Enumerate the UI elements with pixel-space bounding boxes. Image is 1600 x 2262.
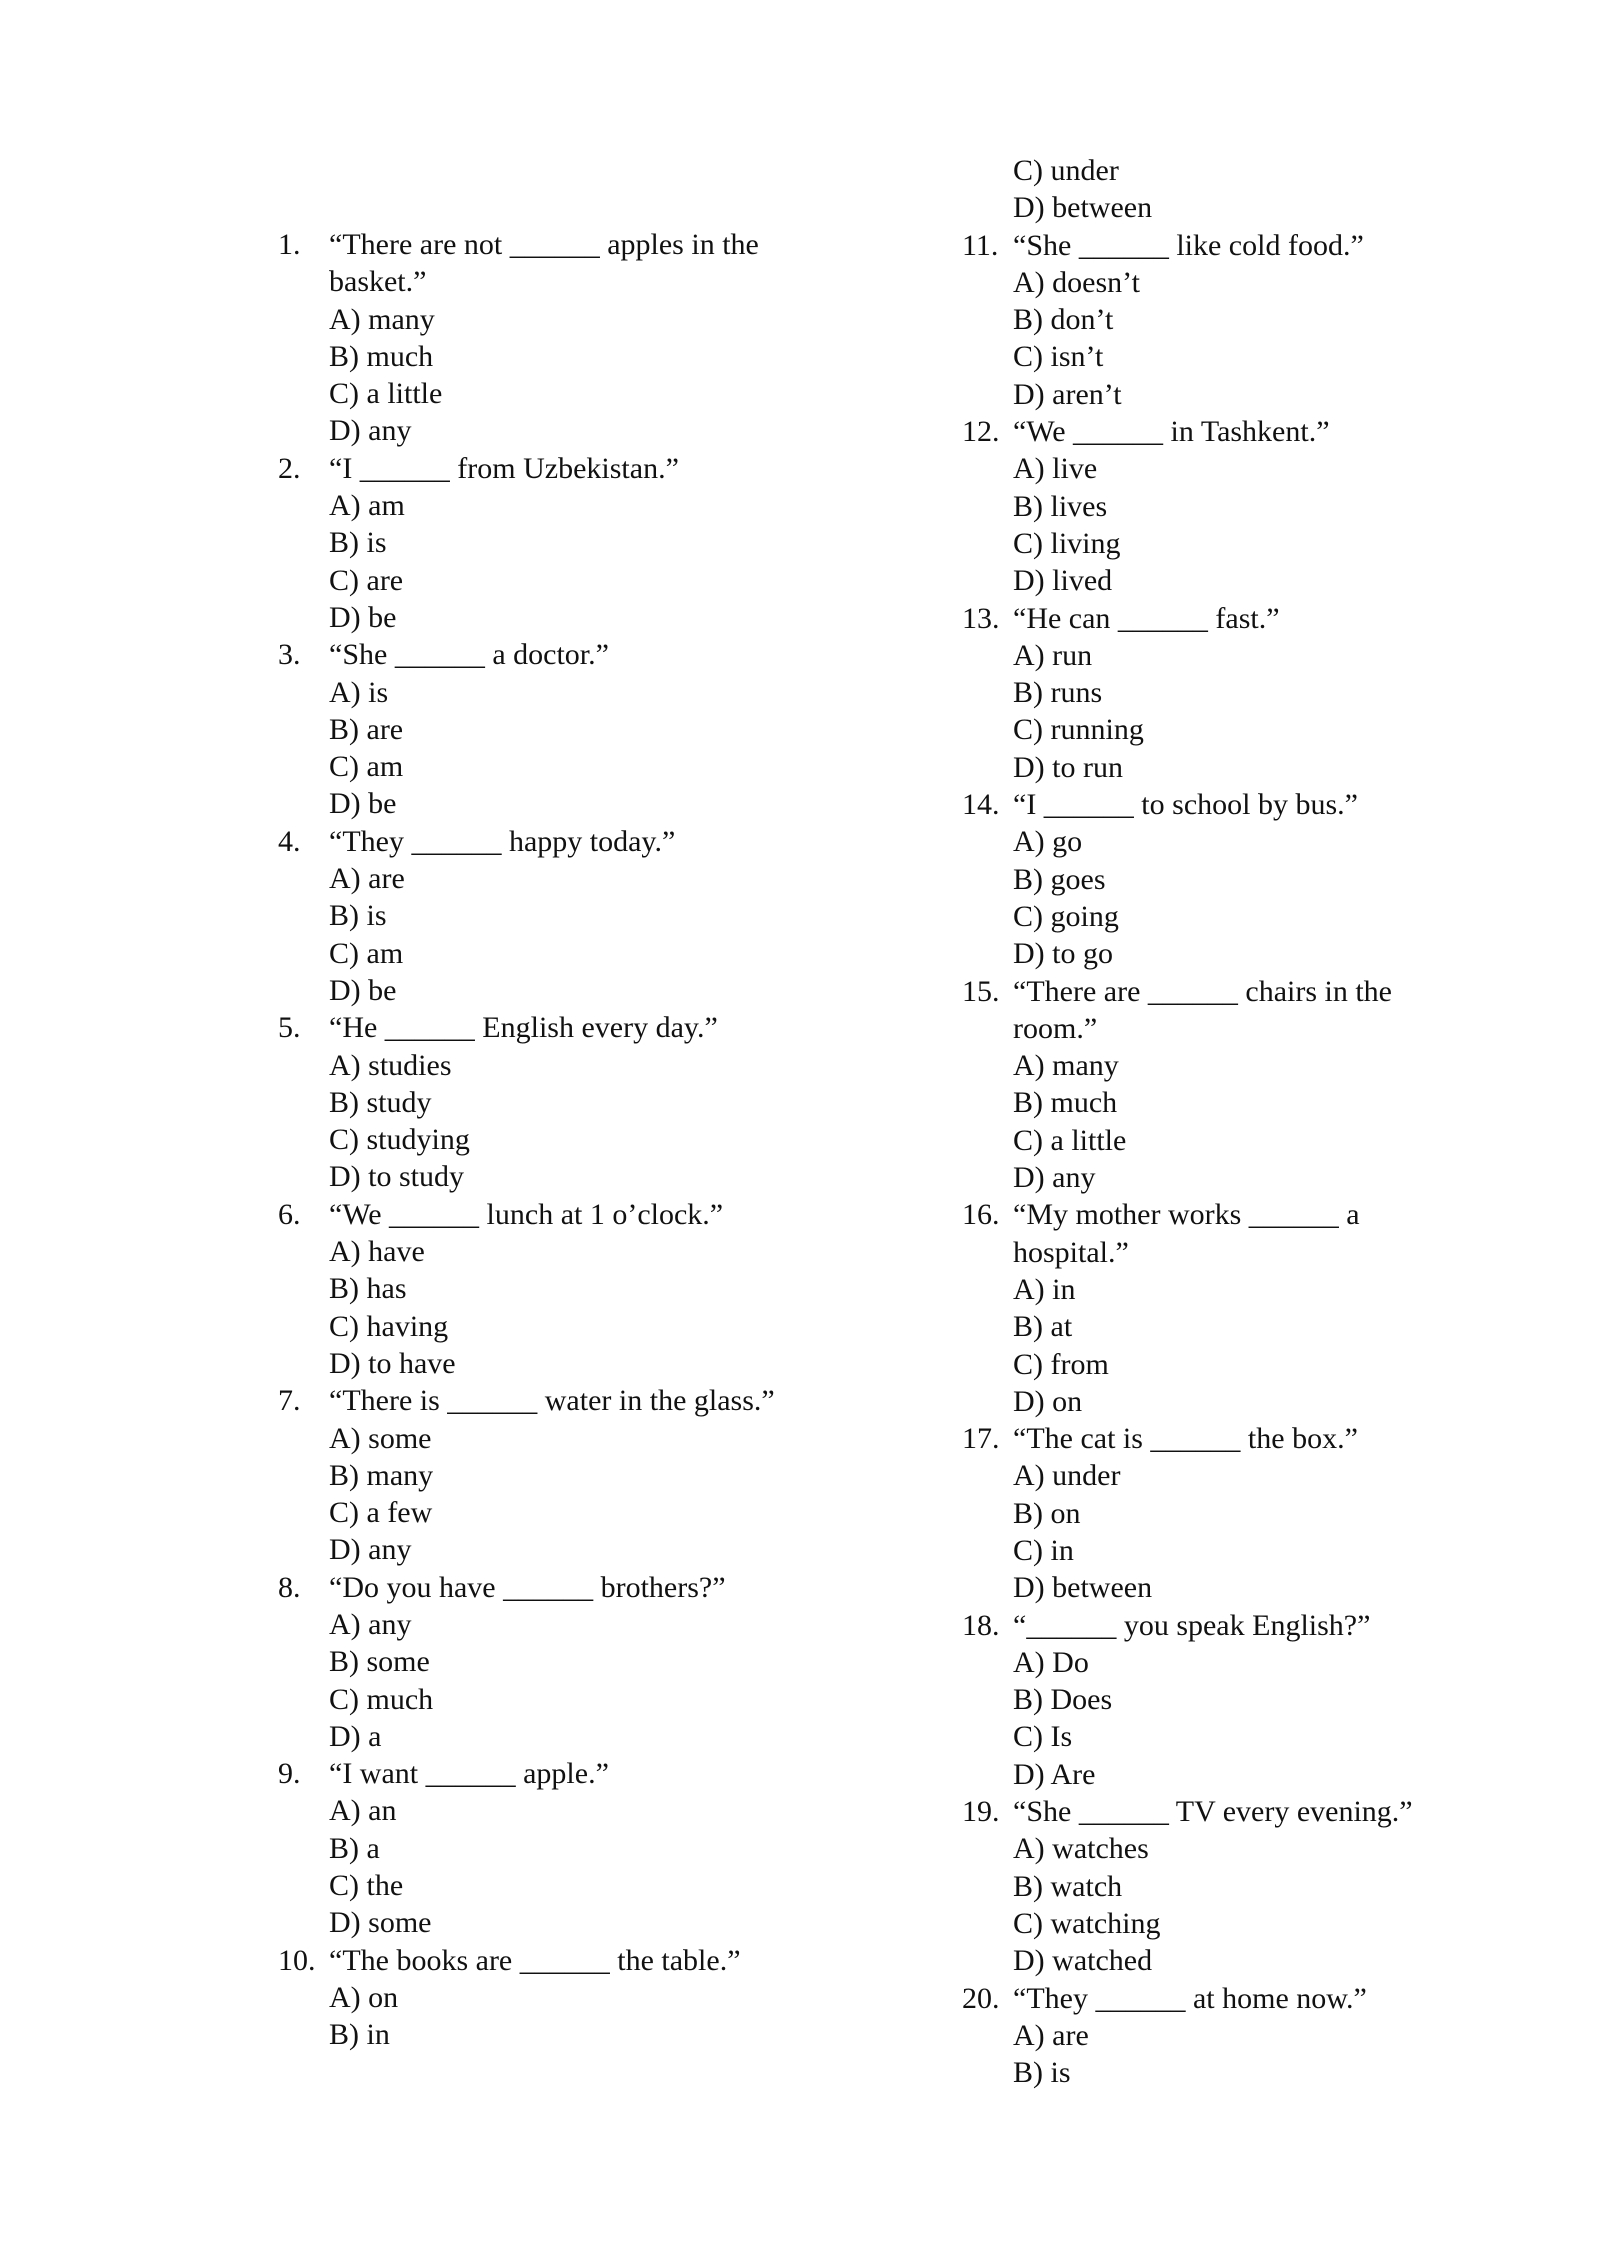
question-text: “I ______ to school by bus.” [1013, 788, 1358, 822]
answer-option: A) live [1013, 452, 1098, 486]
option-line [962, 450, 1562, 487]
option-line [278, 711, 878, 748]
answer-option: B) is [1013, 2056, 1071, 2090]
answer-option: A) any [329, 1607, 412, 1641]
answer-option: C) the [329, 1869, 404, 1903]
option-line [278, 1047, 878, 1084]
answer-option: C) running [1013, 713, 1144, 747]
answer-option: C) watching [1013, 1906, 1161, 1940]
answer-option: C) isn’t [1013, 340, 1104, 374]
option-line [278, 1681, 878, 1718]
answer-option: B) in [329, 2018, 390, 2052]
answer-option: C) under [1013, 154, 1119, 187]
answer-option: D) to run [1013, 750, 1123, 784]
answer-option: D) be [329, 600, 397, 634]
question-line [962, 600, 1562, 637]
option-line [962, 1868, 1562, 1905]
answer-option: B) watch [1013, 1869, 1123, 1903]
answer-option: D) on [1013, 1384, 1083, 1418]
option-line [962, 2017, 1562, 2054]
option-line [278, 599, 878, 636]
answer-option: D) watched [1013, 1944, 1153, 1978]
option-line [278, 935, 878, 972]
answer-option: D) to have [329, 1346, 456, 1380]
option-line [278, 487, 878, 524]
option-line [278, 338, 878, 375]
option-line [278, 1494, 878, 1531]
question-number: 6. [278, 1197, 301, 1231]
question-number: 12. [962, 415, 1000, 449]
question-line [278, 1569, 878, 1606]
option-line [278, 1420, 878, 1457]
option-line [962, 674, 1562, 711]
question-text: “The books are ______ the table.” [329, 1943, 741, 1977]
answer-option: B) goes [1013, 862, 1106, 896]
option-line [278, 2016, 878, 2053]
question-text: “The cat is ______ the box.” [1013, 1422, 1358, 1456]
answer-option: B) is [329, 526, 387, 560]
option-line [962, 562, 1562, 599]
option-line [962, 1644, 1562, 1681]
question-text: “They ______ happy today.” [329, 824, 676, 858]
question-number: 10. [278, 1943, 316, 1977]
answer-option: C) going [1013, 899, 1119, 933]
answer-option: D) be [329, 787, 397, 821]
question-text: “There is ______ water in the glass.” [329, 1384, 775, 1418]
question-text: “They ______ at home now.” [1013, 1981, 1367, 2015]
option-line [962, 1495, 1562, 1532]
question-line-continued [962, 1234, 1562, 1271]
question-line [962, 973, 1562, 1010]
question-line [278, 226, 878, 263]
answer-option: A) on [329, 1980, 399, 2014]
question-text: basket.” [329, 265, 427, 299]
option-line [278, 1121, 878, 1158]
option-line [962, 2054, 1562, 2091]
left-column [278, 226, 878, 2054]
answer-option: B) at [1013, 1310, 1073, 1344]
question-number: 3. [278, 638, 301, 672]
option-line [278, 562, 878, 599]
answer-option: A) watches [1013, 1832, 1149, 1866]
answer-option: A) have [329, 1235, 425, 1269]
answer-option: C) a few [329, 1496, 433, 1530]
option-line [962, 1905, 1562, 1942]
answer-option: A) go [1013, 825, 1083, 859]
option-line [278, 1867, 878, 1904]
question-number: 13. [962, 601, 1000, 635]
option-line [962, 823, 1562, 860]
answer-option: C) in [1013, 1533, 1074, 1567]
question-line [962, 1793, 1562, 1830]
question-line [278, 1382, 878, 1419]
option-line [962, 376, 1562, 413]
question-line [962, 227, 1562, 264]
answer-option: D) between [1013, 1571, 1153, 1605]
answer-option: B) don’t [1013, 303, 1114, 337]
option-line [962, 1383, 1562, 1420]
question-line [962, 786, 1562, 823]
question-number: 8. [278, 1570, 301, 1604]
question-text: “______ you speak English?” [1013, 1608, 1371, 1642]
question-text: “We ______ lunch at 1 o’clock.” [329, 1197, 724, 1231]
question-number: 7. [278, 1384, 301, 1418]
answer-option: A) Do [1013, 1645, 1089, 1679]
answer-option: A) run [1013, 638, 1093, 672]
answer-option: A) many [1013, 1049, 1119, 1083]
option-line [278, 1531, 878, 1568]
answer-option: A) are [1013, 2018, 1089, 2052]
option-line [278, 412, 878, 449]
answer-option: A) doesn’t [1013, 265, 1140, 299]
answer-option: B) on [1013, 1496, 1081, 1530]
option-line [962, 1756, 1562, 1793]
option-line [962, 1308, 1562, 1345]
option-line [278, 1158, 878, 1195]
answer-option: C) am [329, 936, 404, 970]
question-text: room.” [1013, 1011, 1098, 1045]
question-number: 1. [278, 228, 301, 261]
option-line [962, 637, 1562, 674]
option-line [962, 264, 1562, 301]
answer-option: B) are [329, 712, 404, 746]
option-line [962, 1122, 1562, 1159]
question-number: 2. [278, 451, 301, 485]
question-text: “She ______ a doctor.” [329, 638, 609, 672]
option-line [278, 1345, 878, 1382]
option-line [278, 785, 878, 822]
answer-option: A) am [329, 489, 405, 523]
option-line [278, 1308, 878, 1345]
option-line [278, 1270, 878, 1307]
option-line [278, 1233, 878, 1270]
option-line [962, 711, 1562, 748]
answer-option: D) to go [1013, 937, 1113, 971]
question-line [962, 1607, 1562, 1644]
answer-option: C) living [1013, 526, 1121, 560]
option-line [962, 1457, 1562, 1494]
question-text: “She ______ like cold food.” [1013, 228, 1364, 262]
question-line [962, 1420, 1562, 1457]
question-line-continued [962, 1010, 1562, 1047]
answer-option: A) in [1013, 1272, 1076, 1306]
option-line [962, 935, 1562, 972]
option-line [962, 338, 1562, 375]
answer-option: C) are [329, 563, 404, 597]
answer-option: C) a little [329, 377, 443, 411]
option-line [962, 1532, 1562, 1569]
question-line [278, 1009, 878, 1046]
question-text: “We ______ in Tashkent.” [1013, 415, 1330, 449]
option-line [962, 1942, 1562, 1979]
question-number: 15. [962, 974, 1000, 1008]
option-line [962, 861, 1562, 898]
answer-option: D) a [329, 1719, 382, 1753]
question-number: 17. [962, 1422, 1000, 1456]
question-text: “I want ______ apple.” [329, 1757, 609, 1791]
option-line [962, 1569, 1562, 1606]
answer-option: A) studies [329, 1048, 452, 1082]
answer-option: D) between [1013, 191, 1153, 225]
answer-option: A) many [329, 302, 435, 336]
answer-option: B) a [329, 1831, 380, 1865]
option-line [278, 524, 878, 561]
answer-option: D) Are [1013, 1757, 1096, 1791]
option-line [278, 674, 878, 711]
question-number: 20. [962, 1981, 1000, 2015]
answer-option: B) Does [1013, 1683, 1113, 1717]
option-line [962, 488, 1562, 525]
option-line [278, 1979, 878, 2016]
question-number: 14. [962, 788, 1000, 822]
answer-option: D) be [329, 973, 397, 1007]
question-line-continued [278, 263, 878, 300]
answer-option: C) a little [1013, 1123, 1127, 1157]
option-line [962, 1047, 1562, 1084]
answer-option: C) much [329, 1682, 434, 1716]
continued-option-line [962, 152, 1562, 189]
option-line [278, 860, 878, 897]
question-line [962, 1196, 1562, 1233]
answer-option: B) lives [1013, 489, 1108, 523]
question-text: “There are not ______ apples in the [329, 228, 759, 261]
option-line [962, 525, 1562, 562]
option-line [278, 1904, 878, 1941]
answer-option: C) am [329, 750, 404, 784]
option-line [278, 301, 878, 338]
option-line [962, 1346, 1562, 1383]
question-number: 9. [278, 1757, 301, 1791]
answer-option: D) any [329, 1533, 412, 1567]
question-line [278, 1755, 878, 1792]
answer-option: C) from [1013, 1347, 1109, 1381]
question-number: 11. [962, 228, 999, 262]
answer-option: B) some [329, 1645, 430, 1679]
answer-option: B) is [329, 899, 387, 933]
answer-option: C) having [329, 1309, 449, 1343]
answer-option: D) any [329, 414, 412, 448]
question-number: 18. [962, 1608, 1000, 1642]
answer-option: C) studying [329, 1123, 470, 1157]
question-line [278, 450, 878, 487]
option-line [962, 898, 1562, 935]
option-line [962, 749, 1562, 786]
question-number: 19. [962, 1795, 1000, 1829]
right-column [962, 152, 1562, 2091]
answer-option: B) much [329, 339, 434, 373]
answer-option: D) to study [329, 1160, 464, 1194]
question-line [962, 1980, 1562, 2017]
question-number: 4. [278, 824, 301, 858]
option-line [278, 748, 878, 785]
answer-option: A) an [329, 1794, 397, 1828]
answer-option: D) some [329, 1906, 432, 1940]
option-line [962, 1718, 1562, 1755]
option-line [962, 1830, 1562, 1867]
option-line [278, 1457, 878, 1494]
question-text: “I ______ from Uzbekistan.” [329, 451, 679, 485]
answer-option: D) aren’t [1013, 377, 1122, 411]
answer-option: D) lived [1013, 564, 1113, 598]
answer-option: A) some [329, 1421, 432, 1455]
option-line [278, 1606, 878, 1643]
question-number: 16. [962, 1198, 1000, 1232]
question-line [278, 1196, 878, 1233]
question-text: “She ______ TV every evening.” [1013, 1795, 1413, 1829]
question-number: 5. [278, 1011, 301, 1045]
option-line [962, 301, 1562, 338]
continued-option-line [962, 189, 1562, 226]
question-text: “Do you have ______ brothers?” [329, 1570, 726, 1604]
option-line [278, 1718, 878, 1755]
answer-option: B) runs [1013, 676, 1103, 710]
answer-option: C) Is [1013, 1720, 1073, 1754]
question-line [278, 1942, 878, 1979]
option-line [962, 1159, 1562, 1196]
answer-option: B) many [329, 1458, 434, 1492]
option-line [278, 972, 878, 1009]
option-line [278, 1643, 878, 1680]
question-text: “My mother works ______ a [1013, 1198, 1360, 1232]
answer-option: D) any [1013, 1161, 1096, 1195]
option-line [278, 897, 878, 934]
option-line [962, 1681, 1562, 1718]
option-line [962, 1271, 1562, 1308]
question-text: “He ______ English every day.” [329, 1011, 718, 1045]
answer-option: A) are [329, 862, 405, 896]
question-text: “He can ______ fast.” [1013, 601, 1280, 635]
question-text: hospital.” [1013, 1235, 1129, 1269]
answer-option: A) is [329, 675, 389, 709]
question-line [962, 413, 1562, 450]
option-line [278, 1792, 878, 1829]
option-line [962, 1084, 1562, 1121]
answer-option: B) much [1013, 1086, 1118, 1120]
question-line [278, 823, 878, 860]
question-line [278, 636, 878, 673]
option-line [278, 1084, 878, 1121]
answer-option: B) has [329, 1272, 407, 1306]
option-line [278, 1830, 878, 1867]
answer-option: B) study [329, 1085, 432, 1119]
option-line [278, 375, 878, 412]
answer-option: A) under [1013, 1459, 1121, 1493]
question-text: “There are ______ chairs in the [1013, 974, 1392, 1008]
